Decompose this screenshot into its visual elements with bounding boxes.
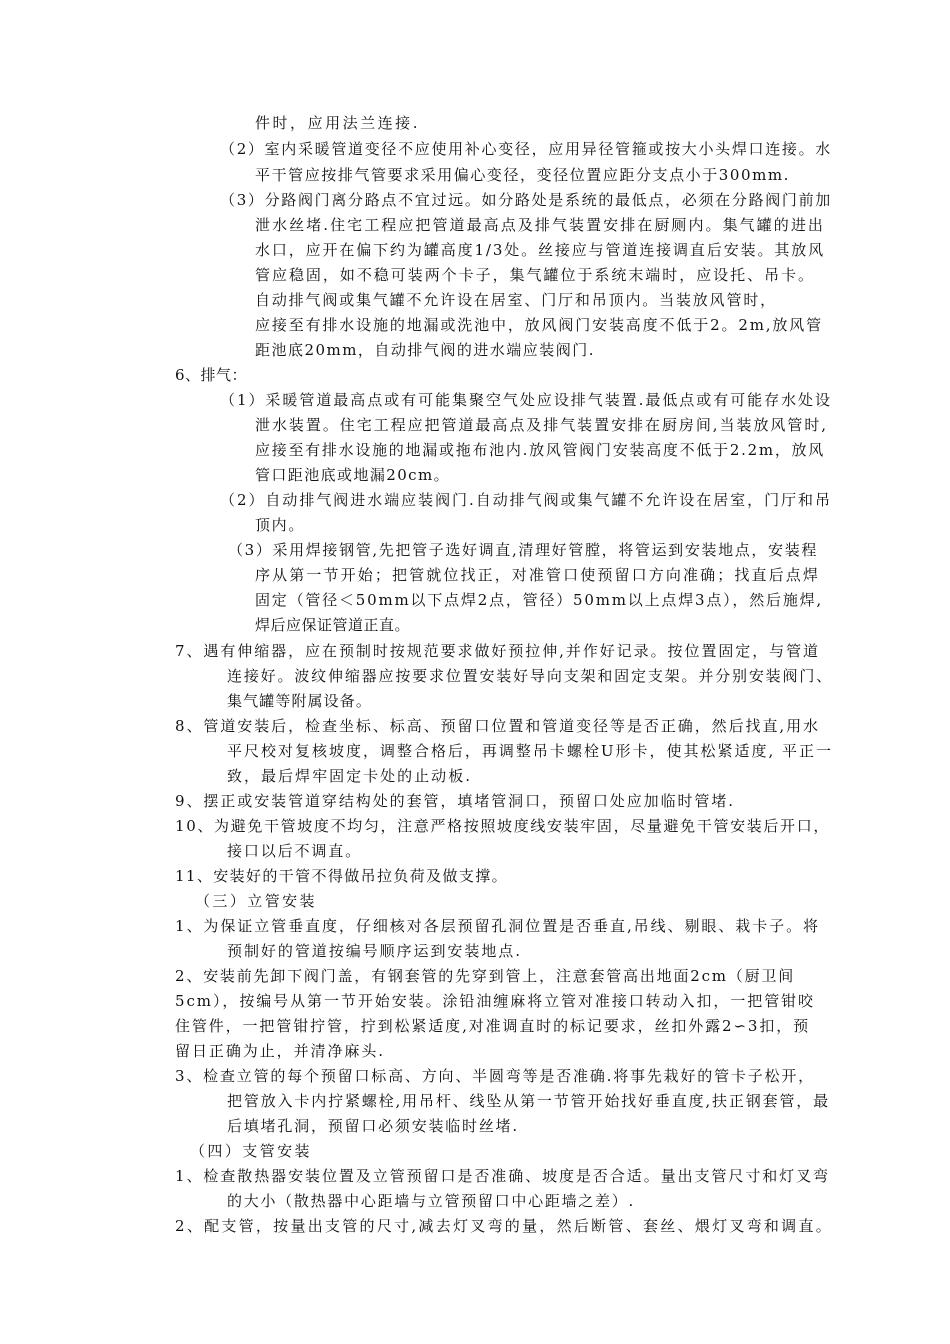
text-line: 应接至有排水设施的地漏或洗池中，放风阀门安装高度不低于2。2m,放风管 xyxy=(255,316,823,334)
text-line: 水口，应开在偏下约为罐高度1/3处。丝接应与管道连接调直后安装。其放风 xyxy=(255,241,825,259)
text-line: 距池底20mm，自动排气阀的进水端应装阀门. xyxy=(255,341,595,359)
text-line: 2、安装前先卸下阀门盖，有钢套管的先穿到管上，注意套管高出地面2cm（厨卫间 xyxy=(175,967,795,985)
section-heading: （三）立管安装 xyxy=(195,892,317,910)
text-line: 应接至有排水设施的地漏或拖布池内.放风管阀门安装高度不低于2.2m，放风 xyxy=(255,441,825,459)
text-line: 顶内。 xyxy=(255,516,305,534)
text-line: 管口距池底或地漏20cm。 xyxy=(255,466,450,484)
text-line: 平尺校对复核坡度，调整合格后，再调整吊卡螺栓U形卡，使其松紧适度, 平正一 xyxy=(227,742,833,760)
text-line: 留日正确为止，并清净麻头. xyxy=(175,1042,385,1060)
text-line: （3）采用焊接钢管,先把管子选好调直,清理好管膛，将管运到安装地点，安装程 xyxy=(228,541,818,559)
text-line: 泄水丝堵.住宅工程应把管道最高点及排气装置安排在厨厕内。集气罐的进出 xyxy=(255,216,825,234)
text-line: 住管件，一把管钳拧管，拧到松紧适度,对准调直时的标记要求，丝扣外露2∽3扣，预 xyxy=(175,1017,810,1035)
text-line: 1、为保证立管垂直度，仔细核对各层预留孔洞位置是否垂直,吊线、剔眼、栽卡子。将 xyxy=(175,917,820,935)
text-line: 8、管道安装后，检查坐标、标高、预留口位置和管道变径等是否正确，然后找直,用水 xyxy=(175,717,820,735)
text-line: （2）室内采暖管道变径不应使用补心变径，应用异径管箍或按大小头焊口连接。水 xyxy=(220,140,832,158)
text-line: （3）分路阀门离分路点不宜过远。如分路处是系统的最低点，必须在分路阀门前加 xyxy=(220,191,832,209)
text-line: （1）采暖管道最高点或有可能集聚空气处应设排气装置.最低点或有可能存水处设 xyxy=(220,391,832,409)
text-line: 固定（管径＜50mm以下点焊2点，管径）50mm以上点焊3点），然后施焊, xyxy=(255,591,823,609)
text-line: 后填堵孔洞，预留口必须安装临时丝堵. xyxy=(227,1117,519,1135)
text-line: 7、遇有伸缩器，应在预制时按规范要求做好预拉伸,并作好记录。按位置固定，与管道 xyxy=(175,642,820,660)
text-line: 把管放入卡内拧紧螺栓,用吊杆、线坠从第一节管开始找好垂直度,扶正钢套管，最 xyxy=(227,1092,830,1110)
text-line: 9、摆正或安装管道穿结构处的套管，填堵管洞口，预留口处应加临时管堵. xyxy=(175,792,735,810)
text-line: 6、排气： xyxy=(175,366,247,384)
text-line: 件时，应用法兰连接. xyxy=(255,114,420,132)
section-heading: （四）支管安装 xyxy=(190,1142,312,1160)
text-line: 1、检查散热器安装位置及立管预留口是否准确、坡度是否合适。量出支管尺寸和灯叉弯 xyxy=(175,1167,830,1185)
text-line: 序从第一节开始；把管就位找正，对准管口使预留口方向准确；找直后点焊 xyxy=(255,566,820,584)
text-line: 预制好的管道按编号顺序运到安装地点. xyxy=(227,942,522,960)
text-line: 泄水装置。住宅工程应把管道最高点及排气装置安排在厨房间,当装放风管时, xyxy=(255,416,828,434)
text-line: 5cm），按编号从第一节开始安装。涂铅油缠麻将立管对准接口转动入扣，一把管钳咬 xyxy=(175,992,815,1010)
text-line: 焊后应保证管道正直。 xyxy=(255,616,410,634)
text-line: 致，最后焊牢固定卡处的止动板. xyxy=(227,767,472,785)
text-line: 3、检查立管的每个预留口标高、方向、半圆弯等是否准确.将事先栽好的管卡子松开， xyxy=(175,1067,815,1085)
text-line: 的大小（散热器中心距墙与立管预留口中心距墙之差）. xyxy=(227,1192,635,1210)
text-line: 平干管应按排气管要求采用偏心变径，变径位置应距分支点小于300mm. xyxy=(255,166,790,184)
text-line: 接口以后不调直。 xyxy=(227,842,362,860)
text-line: 连接好。波纹伸缩器应按要求位置安装好导向支架和固定支架。并分别安装阀门、 xyxy=(227,667,833,685)
text-line: 集气罐等附属设备。 xyxy=(227,692,372,710)
text-line: 11、安装好的干管不得做吊拉负荷及做支撑。 xyxy=(175,867,508,885)
text-line: 自动排气阀或集气罐不允许设在居室、门厅和吊顶内。当装放风管时， xyxy=(255,291,777,309)
text-line: 管应稳固，如不稳可装两个卡子，集气罐位于系统末端时，应设托、吊卡。 xyxy=(255,266,815,284)
text-line: 2、配支管，按量出支管的尺寸,减去灯叉弯的量，然后断管、套丝、煨灯叉弯和调直。 xyxy=(175,1217,833,1235)
text-line: 10、为避免干管坡度不均匀，注意严格按照坡度线安装牢固，尽量避免干管安装后开口， xyxy=(175,817,830,835)
text-line: （2）自动排气阀进水端应装阀门.自动排气阀或集气罐不允许设在居室，门厅和吊 xyxy=(220,491,832,509)
